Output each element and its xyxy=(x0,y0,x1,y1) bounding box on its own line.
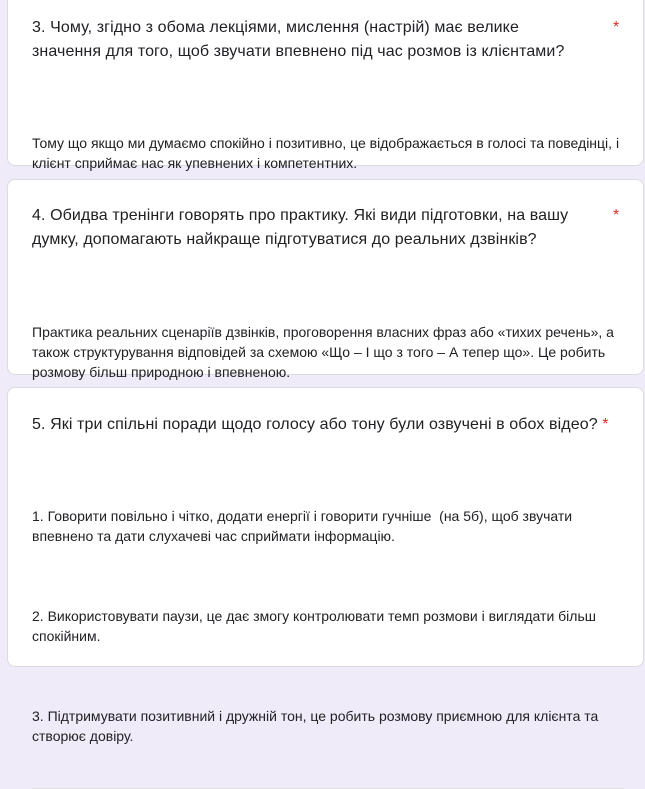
answer-text-5-line-3: 3. Підтримувати позитивний і дружній тон, це робить розмову приємною для клієнта та створює довіру. xyxy=(32,708,603,744)
question-card-5 xyxy=(7,387,644,744)
answer-text-5-line-2: 2. Використовувати паузи, це дає змогу контролювати темп розмови і виглядати більш спокійним. xyxy=(32,608,600,644)
question-title-5 xyxy=(32,413,632,437)
question-title-3: 3. Чому, згідно з обома лекціями, мислення (настрій) має велике значення для того, щоб звучати впевнено під час розмов із клієнтами? xyxy=(32,19,565,60)
question-card-4 xyxy=(7,179,644,380)
question-title-4: 4. Обидва тренінги говорять про практику. Які види підготовки, на вашу думку, допомагають найкраще підготуватися до реальних дзвінків? xyxy=(32,207,569,248)
answer-field-5[interactable] xyxy=(32,466,624,789)
answer-text-5-line-1: 1. Говорити повільно і чітко, додати енергії і говорити гучніше (на 5б), щоб звучати впевнено та дати слухачеві час сприймати інформацію. xyxy=(32,508,576,544)
required-asterisk-4: * xyxy=(613,207,620,224)
answer-text-3: Тому що якщо ми думаємо спокійно і позитивно, це відображається в голосі та поведінці, і клієнт сприймає нас як упевнених і компетентних. xyxy=(32,135,623,171)
required-asterisk-5: * xyxy=(602,416,609,433)
required-asterisk-3: * xyxy=(613,19,620,36)
question-card-3 xyxy=(7,0,644,171)
question-title-5-text: 5. Які три спільні поради щодо голосу або тону були озвучені в обох відео? xyxy=(32,416,598,433)
answer-text-4: Практика реальних сценаріїв дзвінків, проговорення власних фраз або «тихих речень», а також структурування відповідей за схемою «Що – І що з того – А тепер що». Це робить розмову більш природною і впевненою. xyxy=(32,324,618,380)
